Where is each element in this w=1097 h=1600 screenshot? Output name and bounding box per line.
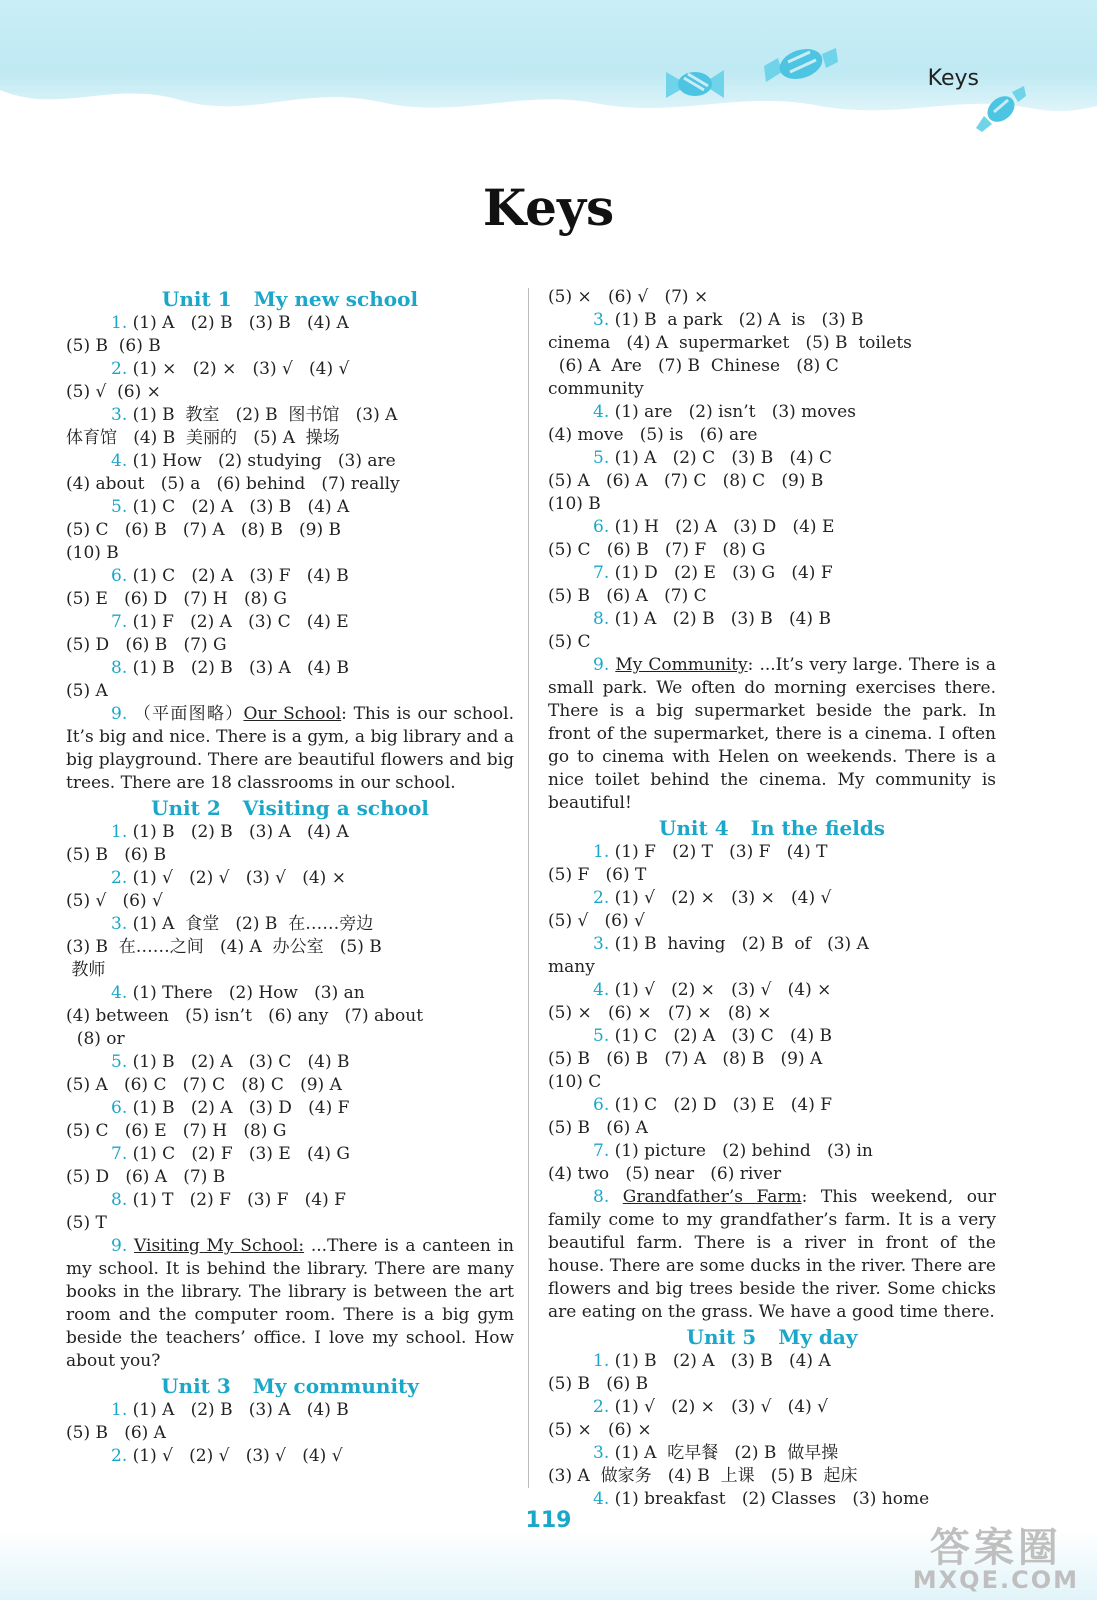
answer-row — [66, 1028, 514, 1051]
answer-row — [548, 631, 996, 654]
answer-text: (1) C (2) A (3) B (4) A — [127, 497, 350, 517]
question-number: 6. — [593, 1095, 610, 1115]
answer-text: (1) C (2) A (3) F (4) B — [127, 566, 349, 586]
answer-text: (1) T (2) F (3) F (4) F — [127, 1190, 346, 1210]
composition-text: ...There is a canteen in my school. It is behind the library. There are many books in the library. The library is between the art room and the computer room. There is a big gym beside the teachers’ office. I love my school. How about you? — [66, 1236, 514, 1371]
answer-row — [548, 1373, 996, 1396]
answer-row — [548, 1071, 996, 1094]
answer-text: (1) B 教室 (2) B 图书馆 (3) A — [127, 405, 398, 425]
answer-row — [548, 933, 996, 956]
unit-number: Unit 2 — [151, 796, 221, 820]
question-number: 7. — [593, 563, 610, 583]
answer-row — [66, 1120, 514, 1143]
answer-text: (5) C (6) E (7) H (8) G — [66, 1121, 287, 1141]
answer-row — [66, 1445, 514, 1468]
answer-row — [66, 335, 514, 358]
answer-text: (5) × (6) × (7) × (8) × — [548, 1003, 772, 1023]
answer-text: (1) B (2) A (3) B (4) A — [609, 1351, 831, 1371]
answer-text: cinema (4) A supermarket (5) B toilets — [548, 333, 912, 353]
answer-row — [66, 867, 514, 890]
answer-row — [66, 404, 514, 427]
answer-row — [548, 516, 996, 539]
candy-icon — [972, 82, 1028, 134]
question-number: 4. — [593, 980, 610, 1000]
unit-heading — [66, 286, 514, 312]
answer-text: (1) √ (2) × (3) √ (4) √ — [609, 1397, 828, 1417]
unit-number: Unit 3 — [161, 1374, 231, 1398]
answer-text: (4) about (5) a (6) behind (7) really — [66, 474, 400, 494]
answer-text: (5) C (6) B (7) F (8) G — [548, 540, 766, 560]
answer-text: (5) A — [66, 681, 108, 701]
answer-row — [66, 982, 514, 1005]
answer-text: (5) √ (6) × — [66, 382, 161, 402]
answer-text: (6) A Are (7) B Chinese (8) C — [548, 356, 839, 376]
answer-row — [66, 913, 514, 936]
answer-row — [66, 611, 514, 634]
answer-text: (1) B (2) A (3) C (4) B — [127, 1052, 350, 1072]
answer-row — [548, 447, 996, 470]
answer-row — [548, 956, 996, 979]
answer-row — [548, 562, 996, 585]
answer-row — [548, 1117, 996, 1140]
answer-text: (1) How (2) studying (3) are — [127, 451, 396, 471]
answer-row — [548, 401, 996, 424]
answer-text: (1) A 食堂 (2) B 在……旁边 — [127, 914, 374, 934]
composition-text: : This weekend, our family come to my grandfather’s farm. It is a very beautiful farm. There is a river in front of the house. There are some ducks in the river. There are flowers and big trees beside the river. Some chicks are eating on the grass. We have a good time there. — [548, 1187, 997, 1322]
composition-paragraph — [548, 1186, 996, 1324]
answer-text: (4) two (5) near (6) river — [548, 1164, 782, 1184]
answer-row — [548, 608, 996, 631]
answer-text: (5) B (6) B — [66, 845, 167, 865]
answer-text: (1) √ (2) √ (3) √ (4) × — [127, 868, 346, 888]
answer-row — [548, 1396, 996, 1419]
question-number: 2. — [593, 1397, 610, 1417]
answer-text: (1) C (2) A (3) C (4) B — [609, 1026, 832, 1046]
answer-row — [66, 565, 514, 588]
composition-title: Grandfather’s Farm — [622, 1187, 802, 1207]
answer-text: (1) are (2) isn’t (3) moves — [609, 402, 856, 422]
answer-row — [66, 890, 514, 913]
answer-row — [66, 496, 514, 519]
answer-row — [548, 539, 996, 562]
answer-row — [548, 910, 996, 933]
answer-text: (5) A (6) C (7) C (8) C (9) A — [66, 1075, 342, 1095]
question-number: 7. — [111, 612, 128, 632]
answer-text: (4) between (5) isn’t (6) any (7) about — [66, 1006, 424, 1026]
answer-row — [66, 588, 514, 611]
answer-text: community — [548, 379, 644, 399]
question-number: 4. — [111, 983, 128, 1003]
question-number: 2. — [111, 359, 128, 379]
question-number: 4. — [593, 1489, 610, 1509]
answer-row — [66, 381, 514, 404]
candy-icon — [760, 40, 840, 90]
question-number: 8. — [111, 658, 128, 678]
question-number: 6. — [111, 1098, 128, 1118]
composition-paragraph — [548, 654, 996, 815]
question-number: 8. — [593, 1187, 610, 1207]
answer-text: (1) F (2) T (3) F (4) T — [609, 842, 828, 862]
answer-row — [548, 378, 996, 401]
answer-row — [66, 936, 514, 959]
answer-row — [548, 585, 996, 608]
answer-text: (1) A (2) B (3) B (4) B — [609, 609, 831, 629]
answer-text: (1) H (2) A (3) D (4) E — [609, 517, 835, 537]
answer-row — [548, 1048, 996, 1071]
answer-text: (10) B — [66, 543, 119, 563]
answer-text: 教师 — [66, 960, 106, 980]
answer-text: (1) B (2) A (3) D (4) F — [127, 1098, 350, 1118]
answer-row — [548, 470, 996, 493]
question-number: 9. — [593, 655, 610, 675]
question-number: 3. — [593, 1443, 610, 1463]
answer-row — [548, 1094, 996, 1117]
composition-prefix — [127, 1236, 134, 1256]
answer-row — [66, 1212, 514, 1235]
answer-row — [548, 332, 996, 355]
answer-row — [66, 542, 514, 565]
answer-row — [548, 887, 996, 910]
answer-row — [548, 979, 996, 1002]
answer-row — [66, 450, 514, 473]
watermark-url: MXQE.COM — [912, 1566, 1079, 1594]
answer-text: many — [548, 957, 595, 977]
answer-column-right — [548, 286, 996, 1511]
answer-text: (5) F (6) T — [548, 865, 647, 885]
answer-text: (1) × (2) × (3) √ (4) √ — [127, 359, 350, 379]
question-number: 6. — [593, 517, 610, 537]
unit-title: My new school — [253, 287, 419, 311]
question-number: 1. — [593, 1351, 610, 1371]
question-number: 8. — [593, 609, 610, 629]
answer-text: (5) × (6) × — [548, 1420, 652, 1440]
question-number: 1. — [111, 313, 128, 333]
unit-number: Unit 5 — [686, 1325, 757, 1349]
composition-prefix — [609, 1187, 623, 1207]
answer-text: (1) F (2) A (3) C (4) E — [127, 612, 349, 632]
answer-row — [548, 1025, 996, 1048]
question-number: 3. — [111, 405, 128, 425]
answer-row — [548, 493, 996, 516]
unit-title: In the fields — [750, 816, 886, 840]
answer-row — [548, 1419, 996, 1442]
answer-text: (5) B (6) A — [66, 1423, 166, 1443]
answer-row — [66, 1005, 514, 1028]
question-number: 6. — [111, 566, 128, 586]
unit-title: Visiting a school — [242, 796, 429, 820]
answer-row — [548, 286, 996, 309]
answer-text: (1) C (2) D (3) E (4) F — [609, 1095, 833, 1115]
answer-row — [548, 1163, 996, 1186]
question-number: 2. — [111, 868, 128, 888]
unit-number: Unit 4 — [658, 816, 729, 840]
answer-text: (1) A (2) B (3) B (4) A — [127, 313, 349, 333]
answer-row — [66, 1051, 514, 1074]
question-number: 2. — [593, 888, 610, 908]
watermark-logo — [912, 1525, 1079, 1594]
question-number: 2. — [111, 1446, 128, 1466]
question-number: 3. — [111, 914, 128, 934]
question-number: 8. — [111, 1190, 128, 1210]
unit-title: My day — [778, 1325, 858, 1349]
answer-row — [548, 1442, 996, 1465]
question-number: 1. — [111, 822, 128, 842]
answer-row — [66, 959, 514, 982]
answer-text: (1) There (2) How (3) an — [127, 983, 365, 1003]
composition-title: Our School — [243, 704, 342, 724]
answer-text: (5) √ (6) √ — [66, 891, 163, 911]
answer-text: (5) × (6) √ (7) × — [548, 287, 709, 307]
answer-row — [66, 1143, 514, 1166]
answer-row — [66, 844, 514, 867]
answer-row — [548, 1350, 996, 1373]
composition-title: My Community — [615, 655, 748, 675]
question-number: 5. — [593, 1026, 610, 1046]
composition-paragraph — [66, 1235, 514, 1373]
question-number: 7. — [593, 1141, 610, 1161]
answer-row — [66, 1399, 514, 1422]
question-number: 1. — [111, 1400, 128, 1420]
answer-text: (5) B (6) B (7) A (8) B (9) A — [548, 1049, 823, 1069]
answer-row — [66, 680, 514, 703]
answer-text: (10) B — [548, 494, 601, 514]
composition-text: : ...It’s very large. There is a small park. We often do morning exercises there. There is a big supermarket beside the park. In front of the supermarket, there is a cinema. I often go to cinema with Helen on weekends. There is a nice toilet behind the cinema. My community is beautiful! — [548, 655, 996, 813]
question-number: 5. — [593, 448, 610, 468]
question-number: 4. — [111, 451, 128, 471]
header-label: Keys — [927, 66, 979, 91]
answer-text: (1) picture (2) behind (3) in — [609, 1141, 873, 1161]
candy-icon — [664, 64, 726, 104]
question-number: 3. — [593, 934, 610, 954]
answer-text: (1) √ (2) × (3) √ (4) × — [609, 980, 832, 1000]
composition-prefix: （平面图略） — [127, 704, 244, 724]
answer-text: (1) breakfast (2) Classes (3) home — [609, 1489, 930, 1509]
answer-text: (3) A 做家务 (4) B 上课 (5) B 起床 — [548, 1466, 858, 1486]
answer-text: (5) B (6) B — [66, 336, 161, 356]
answer-text: (5) A (6) A (7) C (8) C (9) B — [548, 471, 824, 491]
answer-column-left — [66, 286, 514, 1468]
unit-heading — [66, 795, 514, 821]
answer-row — [548, 1140, 996, 1163]
answer-text: (1) C (2) F (3) E (4) G — [127, 1144, 351, 1164]
answer-row — [548, 841, 996, 864]
answer-text: (5) D (6) B (7) G — [66, 635, 227, 655]
unit-heading — [548, 1324, 996, 1350]
unit-title: My community — [252, 1374, 419, 1398]
question-number: 9. — [111, 704, 128, 724]
answer-text: (5) C — [548, 632, 591, 652]
question-number: 3. — [593, 310, 610, 330]
column-divider — [528, 288, 529, 1488]
unit-number: Unit 1 — [161, 287, 232, 311]
unit-heading — [66, 1373, 514, 1399]
answer-text: (5) T — [66, 1213, 107, 1233]
answer-text: (1) √ (2) × (3) × (4) √ — [609, 888, 832, 908]
answer-row — [66, 821, 514, 844]
question-number: 7. — [111, 1144, 128, 1164]
answer-row — [66, 634, 514, 657]
answer-text: (1) B (2) B (3) A (4) B — [127, 658, 349, 678]
answer-text: (5) B (6) A (7) C — [548, 586, 707, 606]
answer-row — [66, 312, 514, 335]
answer-text: (5) D (6) A (7) B — [66, 1167, 226, 1187]
question-number: 1. — [593, 842, 610, 862]
answer-text: 体育馆 (4) B 美丽的 (5) A 操场 — [66, 428, 340, 448]
answer-text: (5) B (6) B — [548, 1374, 649, 1394]
answer-text: (4) move (5) is (6) are — [548, 425, 758, 445]
answer-text: (1) B having (2) B of (3) A — [609, 934, 869, 954]
answer-text: (5) √ (6) √ — [548, 911, 645, 931]
page-number: 119 — [525, 1508, 572, 1533]
answer-text: (3) B 在……之间 (4) A 办公室 (5) B — [66, 937, 382, 957]
answer-text: (5) E (6) D (7) H (8) G — [66, 589, 288, 609]
answer-text: (1) A (2) C (3) B (4) C — [609, 448, 832, 468]
answer-row — [66, 1097, 514, 1120]
unit-heading — [548, 815, 996, 841]
answer-row — [548, 424, 996, 447]
answer-text: (1) A (2) B (3) A (4) B — [127, 1400, 349, 1420]
answer-row — [66, 1166, 514, 1189]
answer-row — [548, 309, 996, 332]
answer-row — [548, 1465, 996, 1488]
composition-paragraph — [66, 703, 514, 795]
answer-text: (8) or — [66, 1029, 125, 1049]
answer-text: (1) A 吃早餐 (2) B 做早操 — [609, 1443, 839, 1463]
question-number: 9. — [111, 1236, 128, 1256]
answer-row — [66, 473, 514, 496]
composition-text: : This is our school. It’s big and nice. There is a gym, a big library and a big playground. There are beautiful flowers and big trees. There are 18 classrooms in our school. — [66, 704, 514, 793]
answer-text: (1) B a park (2) A is (3) B — [609, 310, 864, 330]
answer-row — [548, 864, 996, 887]
answer-row — [66, 358, 514, 381]
answer-row — [548, 1002, 996, 1025]
answer-text: (1) D (2) E (3) G (4) F — [609, 563, 833, 583]
answer-row — [66, 1189, 514, 1212]
answer-row — [66, 1074, 514, 1097]
question-number: 4. — [593, 402, 610, 422]
answer-row — [548, 355, 996, 378]
answer-text: (1) √ (2) √ (3) √ (4) √ — [127, 1446, 343, 1466]
question-number: 5. — [111, 497, 128, 517]
answer-row — [66, 657, 514, 680]
page-title: Keys — [482, 178, 615, 237]
watermark-text: 答案圈 — [929, 1525, 1062, 1571]
question-number: 5. — [111, 1052, 128, 1072]
answer-text: (5) B (6) A — [548, 1118, 648, 1138]
answer-text: (1) B (2) B (3) A (4) A — [127, 822, 349, 842]
answer-text: (10) C — [548, 1072, 602, 1092]
answer-text: (5) C (6) B (7) A (8) B (9) B — [66, 520, 342, 540]
answer-row — [66, 1422, 514, 1445]
answer-row — [66, 427, 514, 450]
answer-row — [66, 519, 514, 542]
composition-title: Visiting My School: — [134, 1236, 305, 1256]
